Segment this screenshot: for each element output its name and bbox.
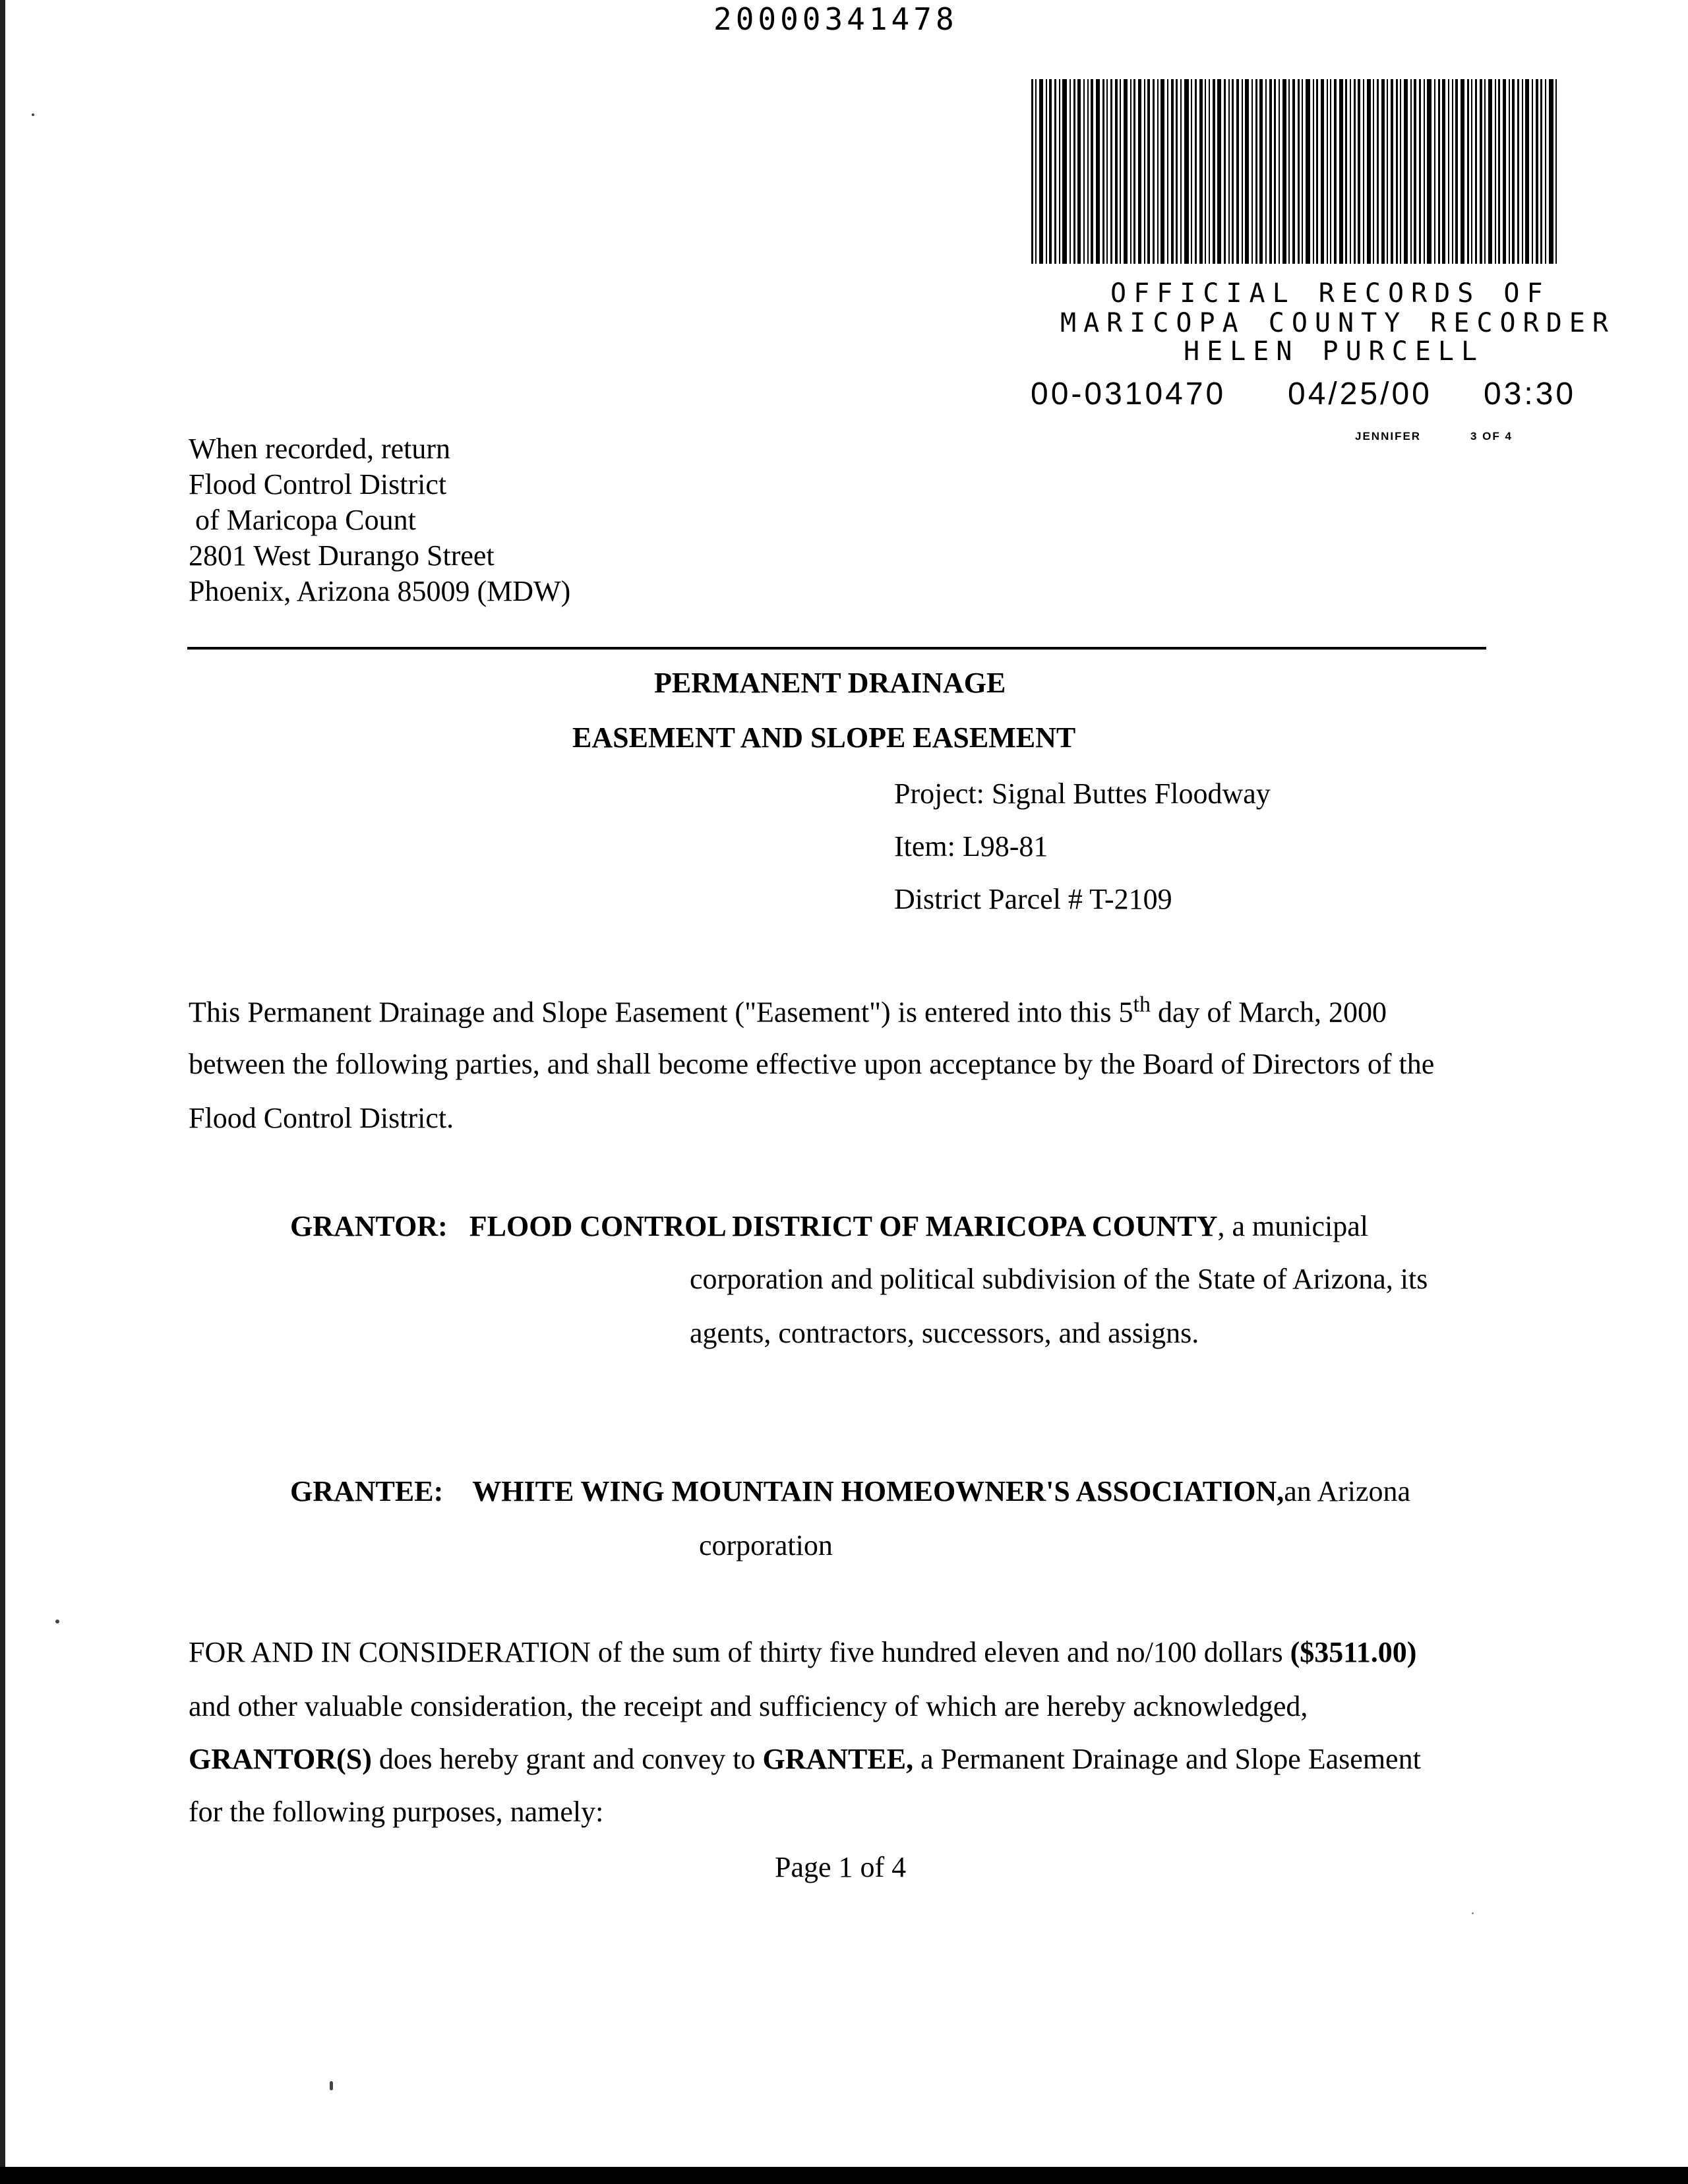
barcode-bar xyxy=(1102,79,1104,264)
barcode-bar xyxy=(1525,79,1529,264)
barcode-bar xyxy=(1373,79,1374,264)
barcode-bar xyxy=(1091,79,1093,264)
scan-bottom-edge xyxy=(0,2167,1688,2184)
barcode-bar xyxy=(1274,79,1276,264)
consideration-line-4: for the following purposes, namely: xyxy=(189,1796,604,1828)
barcode-bar xyxy=(1191,79,1192,264)
recorder-line-2: MARICOPA COUNTY RECORDER xyxy=(1060,308,1615,338)
barcode-bar xyxy=(1236,79,1239,264)
barcode-bar xyxy=(1461,79,1464,264)
barcode-bar xyxy=(1438,79,1440,264)
barcode-bar xyxy=(1363,79,1364,264)
barcode-bar xyxy=(1555,79,1557,264)
barcode-bar xyxy=(1157,79,1159,264)
barcode-bar xyxy=(1205,79,1206,264)
intro-text-b: day of March, 2000 xyxy=(1150,996,1387,1029)
barcode-bar xyxy=(1083,79,1085,264)
divider-rule xyxy=(187,647,1486,650)
barcode-bar xyxy=(1199,79,1203,264)
consideration-amount: ($3511.00) xyxy=(1290,1636,1417,1668)
barcode-bar xyxy=(1532,79,1533,264)
barcode-bar xyxy=(1213,79,1215,264)
barcode-bar xyxy=(1471,79,1472,264)
document-title-line-1: PERMANENT DRAINAGE xyxy=(654,667,1006,699)
barcode-bar xyxy=(1334,79,1337,264)
barcode-bar xyxy=(1467,79,1469,264)
barcode-bar xyxy=(1321,79,1324,264)
barcode-bar xyxy=(1475,79,1477,264)
scan-edge xyxy=(0,0,5,2184)
barcode-bar xyxy=(1400,79,1401,264)
grantee-name: WHITE WING MOUNTAIN HOMEOWNER'S ASSOCIATION, xyxy=(472,1475,1284,1507)
scan-speck xyxy=(55,1620,59,1623)
barcode-bar xyxy=(1110,79,1112,264)
barcode-bar xyxy=(1480,79,1482,264)
return-line-4: 2801 West Durango Street xyxy=(189,539,495,572)
barcode-bar xyxy=(1269,79,1272,264)
intro-line-2: between the following parties, and shall become effective upon acceptance by the Board of Directors of the xyxy=(189,1048,1435,1080)
barcode-bar xyxy=(1242,79,1243,264)
barcode-bar xyxy=(1224,79,1226,264)
grantee-line-1-rest: an Arizona xyxy=(1284,1475,1411,1507)
barcode-bar xyxy=(1106,79,1108,264)
barcode-bar xyxy=(1046,79,1047,264)
grantee-label: GRANTEE: xyxy=(290,1475,444,1507)
page-number: Page 1 of 4 xyxy=(775,1851,907,1883)
grantee-line-2: corporation xyxy=(699,1529,833,1562)
barcode-bar xyxy=(1062,79,1067,264)
barcode-bar xyxy=(1522,79,1523,264)
consideration-line-3 xyxy=(189,1742,1421,1776)
barcode-bar xyxy=(1184,79,1189,264)
barcode-bar xyxy=(1115,79,1118,264)
grantor-line-1-rest: , a municipal xyxy=(1217,1210,1369,1242)
barcode-bar xyxy=(1138,79,1141,264)
barcode-bar xyxy=(1073,79,1075,264)
barcode-bar xyxy=(1339,79,1343,264)
barcode-bar xyxy=(1120,79,1121,264)
barcode-bar xyxy=(1228,79,1230,264)
barcode-bar xyxy=(1176,79,1178,264)
barcode-bar xyxy=(1054,79,1056,264)
barcode-bar xyxy=(1358,79,1360,264)
barcode-bar xyxy=(1503,79,1506,264)
barcode-bar xyxy=(1144,79,1145,264)
barcode-bar xyxy=(1035,79,1037,264)
barcode-bar xyxy=(1167,79,1168,264)
barcode-bar xyxy=(1039,79,1043,264)
barcode-bar xyxy=(1509,79,1510,264)
barcode-bar xyxy=(1345,79,1347,264)
grantor-label: GRANTOR: xyxy=(290,1210,448,1242)
barcode-bar xyxy=(1313,79,1314,264)
barcode-icon xyxy=(1031,79,1565,264)
barcode-bar xyxy=(1419,79,1421,264)
consideration-grantor: GRANTOR(S) xyxy=(189,1743,372,1775)
return-address xyxy=(189,431,570,609)
barcode-bar xyxy=(1282,79,1286,264)
barcode-bar xyxy=(1031,79,1033,264)
recorder-line-1: OFFICIAL RECORDS OF xyxy=(1110,278,1550,309)
barcode-bar xyxy=(1377,79,1379,264)
barcode-bar xyxy=(1209,79,1210,264)
return-line-5: Phoenix, Arizona 85009 (MDW) xyxy=(189,575,571,607)
return-line-1: When recorded, return xyxy=(189,433,451,465)
barcode-bar xyxy=(1495,79,1496,264)
record-time: 03:30 xyxy=(1484,377,1577,411)
barcode-bar xyxy=(1434,79,1435,264)
barcode-bar xyxy=(1488,79,1492,264)
barcode-bar xyxy=(1536,79,1538,264)
intro-text-a: This Permanent Drainage and Slope Easement ("Easement") is entered into this 5 xyxy=(189,996,1133,1029)
recorder-line-3: HELEN PURCELL xyxy=(1184,336,1485,367)
document-number: 20000341478 xyxy=(713,1,958,37)
barcode-bar xyxy=(1367,79,1371,264)
barcode-bar xyxy=(1354,79,1356,264)
barcode-bar xyxy=(1306,79,1310,264)
barcode-bar xyxy=(1096,79,1100,264)
consideration-line-2: and other valuable consideration, the receipt and sufficiency of which are hereby acknowledged, xyxy=(189,1690,1308,1722)
project-item: Item: L98-81 xyxy=(894,830,1048,863)
barcode-bar xyxy=(1153,79,1155,264)
barcode-bar xyxy=(1327,79,1328,264)
barcode-bar xyxy=(1549,79,1553,264)
barcode-bar xyxy=(1512,79,1515,264)
barcode-bar xyxy=(1251,79,1253,264)
record-number: 00-0310470 xyxy=(1031,377,1226,411)
barcode-bar xyxy=(1448,79,1449,264)
barcode-bar xyxy=(1070,79,1071,264)
barcode-bar xyxy=(1424,79,1425,264)
barcode-bar xyxy=(1517,79,1519,264)
barcode-bar xyxy=(1302,79,1303,264)
scan-speck xyxy=(32,113,34,116)
scan-speck xyxy=(1472,1912,1474,1914)
barcode-bar xyxy=(1387,79,1388,264)
barcode-bar xyxy=(1160,79,1164,264)
consideration-text: FOR AND IN CONSIDERATION of the sum of thirty five hundred eleven and no/100 dollars xyxy=(189,1636,1290,1668)
barcode-bar xyxy=(1396,79,1398,264)
barcode-bar xyxy=(1427,79,1432,264)
barcode-bar xyxy=(1077,79,1081,264)
barcode-bar xyxy=(1171,79,1174,264)
consideration-mid: does hereby grant and convey to xyxy=(371,1743,763,1775)
grantor-name: FLOOD CONTROL DISTRICT OF MARICOPA COUNTY xyxy=(469,1210,1218,1242)
barcode-bar xyxy=(1288,79,1290,264)
recording-clerk: JENNIFER xyxy=(1355,430,1422,442)
barcode-bar xyxy=(1410,79,1412,264)
barcode-bar xyxy=(1298,79,1300,264)
barcode-bar xyxy=(1484,79,1486,264)
intro-line-3: Flood Control District. xyxy=(189,1102,454,1134)
barcode-bar xyxy=(1381,79,1385,264)
intro-line-1 xyxy=(189,992,1387,1029)
barcode-bar xyxy=(1245,79,1249,264)
barcode-bar xyxy=(1452,79,1453,264)
record-date: 04/25/00 xyxy=(1288,377,1432,411)
barcode-bar xyxy=(1414,79,1416,264)
consideration-rest: a Permanent Drainage and Slope Easement xyxy=(913,1743,1421,1775)
barcode-bar xyxy=(1130,79,1131,264)
barcode-bar xyxy=(1180,79,1182,264)
barcode-bar xyxy=(1498,79,1500,264)
consideration-line-1 xyxy=(189,1635,1416,1669)
barcode-bar xyxy=(1455,79,1458,264)
project-name: Project: Signal Buttes Floodway xyxy=(894,777,1271,810)
barcode-bar xyxy=(1391,79,1393,264)
return-line-3: of Maricopa Count xyxy=(195,504,416,536)
barcode-bar xyxy=(1087,79,1089,264)
barcode-bar xyxy=(1124,79,1128,264)
barcode-bar xyxy=(1350,79,1351,264)
consideration-grantee: GRANTEE, xyxy=(762,1743,914,1775)
barcode-bar xyxy=(1049,79,1052,264)
barcode-bar xyxy=(1059,79,1060,264)
barcode-bar xyxy=(1442,79,1445,264)
intro-ordinal: th xyxy=(1133,992,1151,1017)
barcode-bar xyxy=(1195,79,1197,264)
barcode-bar xyxy=(1292,79,1295,264)
barcode-bar xyxy=(1147,79,1150,264)
barcode-bar xyxy=(1133,79,1135,264)
barcode-bar xyxy=(1540,79,1542,264)
barcode-bar xyxy=(1330,79,1331,264)
barcode-bar xyxy=(1255,79,1257,264)
recording-page-count: 3 OF 4 xyxy=(1470,430,1513,442)
grantor-line-3: agents, contractors, successors, and assigns. xyxy=(690,1317,1199,1349)
barcode-bar xyxy=(1404,79,1408,264)
barcode-bar xyxy=(1279,79,1280,264)
return-line-2: Flood Control District xyxy=(189,468,447,501)
grantee-line-1 xyxy=(290,1474,1410,1508)
document-title-line-2: EASEMENT AND SLOPE EASEMENT xyxy=(572,721,1076,754)
barcode-bar xyxy=(1265,79,1267,264)
grantor-line-2: corporation and political subdivision of the State of Arizona, its xyxy=(690,1263,1428,1295)
barcode-bar xyxy=(1316,79,1318,264)
barcode-bar xyxy=(1217,79,1221,264)
barcode-bar xyxy=(1232,79,1234,264)
scan-speck xyxy=(330,2081,333,2090)
grantor-line-1 xyxy=(290,1209,1368,1243)
barcode-bar xyxy=(1545,79,1546,264)
barcode-bar xyxy=(1259,79,1263,264)
district-parcel: District Parcel # T-2109 xyxy=(894,883,1172,915)
